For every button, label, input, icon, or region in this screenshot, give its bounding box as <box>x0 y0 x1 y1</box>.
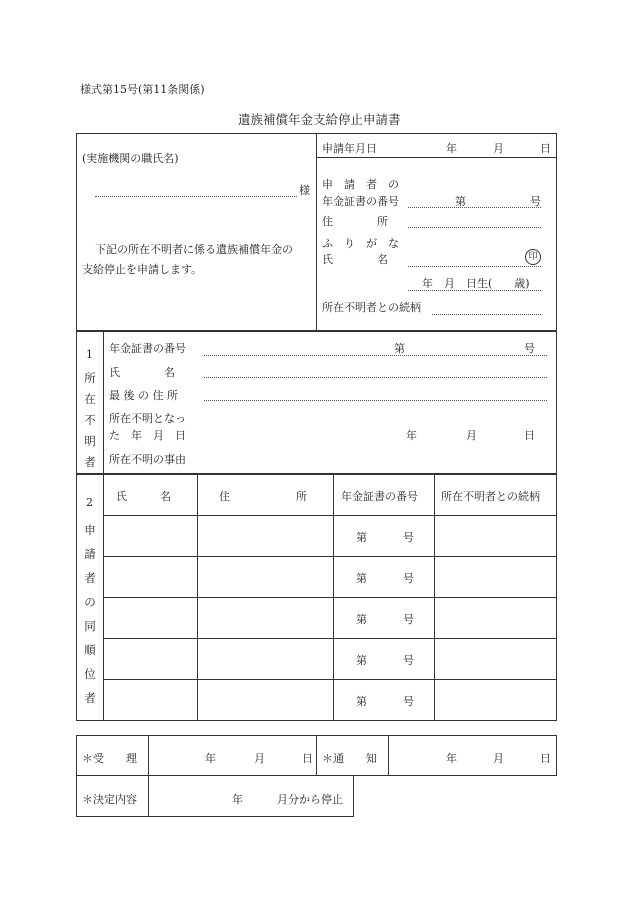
row4-no-prefix: 第 <box>356 654 367 667</box>
missing-date-year: 年 <box>406 429 417 442</box>
receipt-label: ＊受 理 <box>82 752 137 765</box>
decision-label: ＊決定内容 <box>82 793 137 806</box>
col-header-name: 氏 名 <box>116 490 171 503</box>
birth-date-field[interactable] <box>408 290 541 291</box>
notice-month: 月 <box>493 752 504 765</box>
form-number: 様式第15号(第11条関係) <box>80 83 205 96</box>
section2-side-label: 申請者の同順位者 <box>84 523 96 705</box>
application-date-label: 申請年月日 <box>322 142 377 155</box>
date-day: 日 <box>540 142 551 155</box>
birth-date: 年 月 日生( 歳) <box>422 277 530 290</box>
row5-no-suffix: 号 <box>403 695 414 708</box>
form-title: 遺族補償年金支給停止申請書 <box>238 112 401 127</box>
row1-no-suffix: 号 <box>403 531 414 544</box>
date-year: 年 <box>446 142 457 155</box>
receipt-year: 年 <box>205 752 216 765</box>
institution-name-field[interactable] <box>95 196 297 197</box>
missing-date-month: 月 <box>466 429 477 442</box>
applicant-cert-no-suffix: 号 <box>530 195 541 208</box>
missing-name-label: 氏 名 <box>109 366 175 379</box>
row3-no-suffix: 号 <box>403 613 414 626</box>
applicant-cert-label-1: 申 請 者 の <box>322 178 399 191</box>
honorific: 様 <box>299 184 310 197</box>
statement-line-1: 下記の所在不明者に係る遺族補償年金の <box>95 243 293 256</box>
row3-no-prefix: 第 <box>356 613 367 626</box>
missing-cert-label: 年金証書の番号 <box>109 342 186 355</box>
address-field[interactable] <box>408 227 541 228</box>
decision-stop-text: 月分から停止 <box>277 793 343 806</box>
last-address-field[interactable] <box>204 400 547 401</box>
missing-name-field[interactable] <box>204 377 547 378</box>
notice-day: 日 <box>540 752 551 765</box>
section2-number: 2 <box>86 496 93 509</box>
applicant-cert-no-prefix: 第 <box>455 195 466 208</box>
missing-cert-no-prefix: 第 <box>394 342 405 355</box>
missing-cert-field[interactable] <box>204 355 547 356</box>
row2-no-prefix: 第 <box>356 572 367 585</box>
col-header-address: 住 所 <box>219 490 307 503</box>
receipt-day: 日 <box>302 752 313 765</box>
address-label: 住 所 <box>322 215 388 228</box>
row2-no-suffix: 号 <box>403 572 414 585</box>
notice-label: ＊通 知 <box>322 752 377 765</box>
row5-no-prefix: 第 <box>356 695 367 708</box>
section1-number: 1 <box>86 348 93 361</box>
section1-side-label: 所在不明者 <box>84 371 96 469</box>
institution-label: (実施機関の職氏名) <box>82 152 179 165</box>
row4-no-suffix: 号 <box>403 654 414 667</box>
col-header-cert: 年金証書の番号 <box>341 490 418 503</box>
row1-no-prefix: 第 <box>356 531 367 544</box>
name-label: 氏 名 <box>322 253 388 266</box>
missing-cert-no-suffix: 号 <box>524 342 535 355</box>
col-header-relation: 所在不明者との続柄 <box>441 490 540 503</box>
notice-year: 年 <box>446 752 457 765</box>
furigana-label: ふ り が な <box>322 237 399 250</box>
relation-field[interactable] <box>432 314 541 315</box>
last-address-label: 最 後 の 住 所 <box>109 389 178 402</box>
decision-year: 年 <box>232 793 243 806</box>
seal-icon: 印 <box>525 249 541 265</box>
missing-date-day: 日 <box>524 429 535 442</box>
missing-date-label-1: 所在不明となっ <box>109 412 186 425</box>
receipt-month: 月 <box>254 752 265 765</box>
applicant-cert-label-2: 年金証書の番号 <box>322 195 399 208</box>
missing-date-label-2: た 年 月 日 <box>109 429 186 442</box>
statement-line-2: 支給停止を申請します。 <box>82 263 203 276</box>
name-field[interactable] <box>408 266 541 267</box>
applicant-cert-field[interactable] <box>408 207 541 208</box>
relation-label: 所在不明者との続柄 <box>322 301 421 314</box>
date-month: 月 <box>493 142 504 155</box>
missing-reason-label: 所在不明の事由 <box>109 453 186 466</box>
